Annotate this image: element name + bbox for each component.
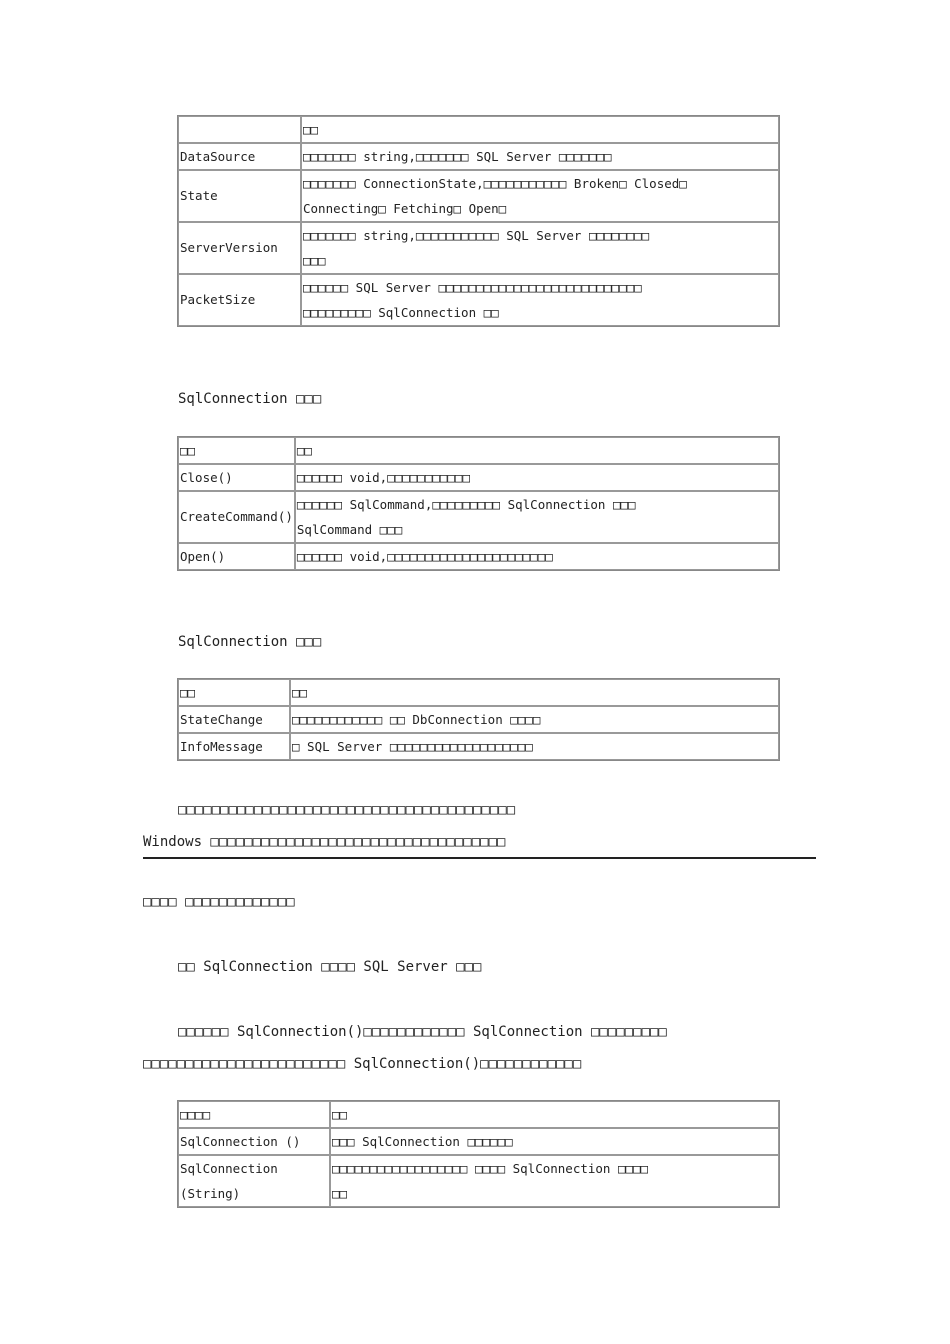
table-row: [178, 1128, 779, 1155]
table-header-row: [178, 1101, 779, 1128]
table-row: [178, 274, 779, 326]
table-row: [178, 706, 779, 733]
paragraph-line: □□□□□□□□□□□□□□□□□□□□□□□□ SqlConnection()□□□□□□□□□□□□: [143, 1056, 582, 1072]
event-name: StateChange: [178, 706, 290, 733]
paragraph-line: □□□□□□□□□□□□□□□□□□□□□□□□□□□□□□□□□□□□□□□□: [178, 802, 516, 818]
header-cell-desc: □□: [290, 679, 779, 706]
property-name: State: [178, 170, 301, 222]
table-header-row: [178, 437, 779, 464]
property-desc: [301, 170, 779, 222]
table-header-row: [178, 679, 779, 706]
properties-table: [177, 115, 780, 327]
methods-table: [177, 436, 780, 571]
desc-line: Connecting□ Fetching□ Open□: [303, 201, 507, 216]
table-header-row: [178, 116, 779, 143]
paragraph-line: Windows □□□□□□□□□□□□□□□□□□□□□□□□□□□□□□□□□□□: [143, 834, 506, 850]
header-cell-desc: □□: [330, 1101, 779, 1128]
property-desc: [301, 222, 779, 274]
event-name: InfoMessage: [178, 733, 290, 760]
header-cell-name: □□: [178, 679, 290, 706]
desc-line: □□□□□□□□□□□□□□□□□□ □□□□ SqlConnection □□□□: [332, 1161, 649, 1176]
constructor-name: [178, 1155, 330, 1207]
method-desc: [295, 491, 779, 543]
desc-line: □□□□□□□ ConnectionState,□□□□□□□□□□□ Broken□ Closed□: [303, 176, 687, 191]
constructors-table: [177, 1100, 780, 1208]
property-desc: [301, 274, 779, 326]
methods-heading: SqlConnection □□□: [178, 391, 322, 407]
event-desc: □ SQL Server □□□□□□□□□□□□□□□□□□□: [290, 733, 779, 760]
method-name: Close(): [178, 464, 295, 491]
header-cell-desc: □□: [295, 437, 779, 464]
name-line: (String): [180, 1186, 241, 1201]
header-cell-name: □□: [178, 437, 295, 464]
desc-line: □□□□□□ SqlCommand,□□□□□□□□□ SqlConnection □□□: [296, 497, 636, 512]
constructor-desc: [330, 1155, 779, 1207]
property-name: PacketSize: [178, 274, 301, 326]
horizontal-divider: [143, 857, 816, 859]
method-desc: □□□□□□ void,□□□□□□□□□□□: [295, 464, 779, 491]
table-row: [178, 733, 779, 760]
desc-line: □□□□□□ SQL Server □□□□□□□□□□□□□□□□□□□□□□□□□□□: [303, 280, 642, 295]
property-desc: □□□□□□□ string,□□□□□□□ SQL Server □□□□□□□: [301, 143, 779, 170]
property-name: ServerVersion: [178, 222, 301, 274]
table-row: [178, 1155, 779, 1207]
paragraph-line: □□□□□□ SqlConnection()□□□□□□□□□□□□ SqlConnection □□□□□□□□□: [178, 1024, 667, 1040]
table-row: [178, 543, 779, 570]
desc-line: □□□: [303, 253, 326, 268]
header-cell-desc: □□: [301, 116, 779, 143]
desc-line: SqlCommand □□□: [296, 522, 403, 537]
constructor-name: SqlConnection (): [178, 1128, 330, 1155]
header-cell-name: □□□□: [178, 1101, 330, 1128]
events-table: [177, 678, 780, 761]
subsection-heading: □□ SqlConnection □□□□ SQL Server □□□: [178, 959, 482, 975]
method-desc: □□□□□□ void,□□□□□□□□□□□□□□□□□□□□□□: [295, 543, 779, 570]
table-row: [178, 222, 779, 274]
method-name: CreateCommand(): [178, 491, 295, 543]
desc-line: □□□□□□□□□ SqlConnection □□: [303, 305, 499, 320]
section-heading: □□□□ □□□□□□□□□□□□□: [143, 894, 295, 910]
property-name: DataSource: [178, 143, 301, 170]
header-cell-name: [178, 116, 301, 143]
event-desc: □□□□□□□□□□□□ □□ DbConnection □□□□: [290, 706, 779, 733]
name-line: SqlConnection: [180, 1161, 278, 1176]
desc-line: □□□□□□□ string,□□□□□□□□□□□ SQL Server □□□□□□□□: [303, 228, 650, 243]
table-row: [178, 464, 779, 491]
table-row: [178, 143, 779, 170]
events-heading: SqlConnection □□□: [178, 634, 322, 650]
constructor-desc: □□□ SqlConnection □□□□□□: [330, 1128, 779, 1155]
method-name: Open(): [178, 543, 295, 570]
table-row: [178, 170, 779, 222]
table-row: [178, 491, 779, 543]
desc-line: □□: [332, 1186, 348, 1201]
